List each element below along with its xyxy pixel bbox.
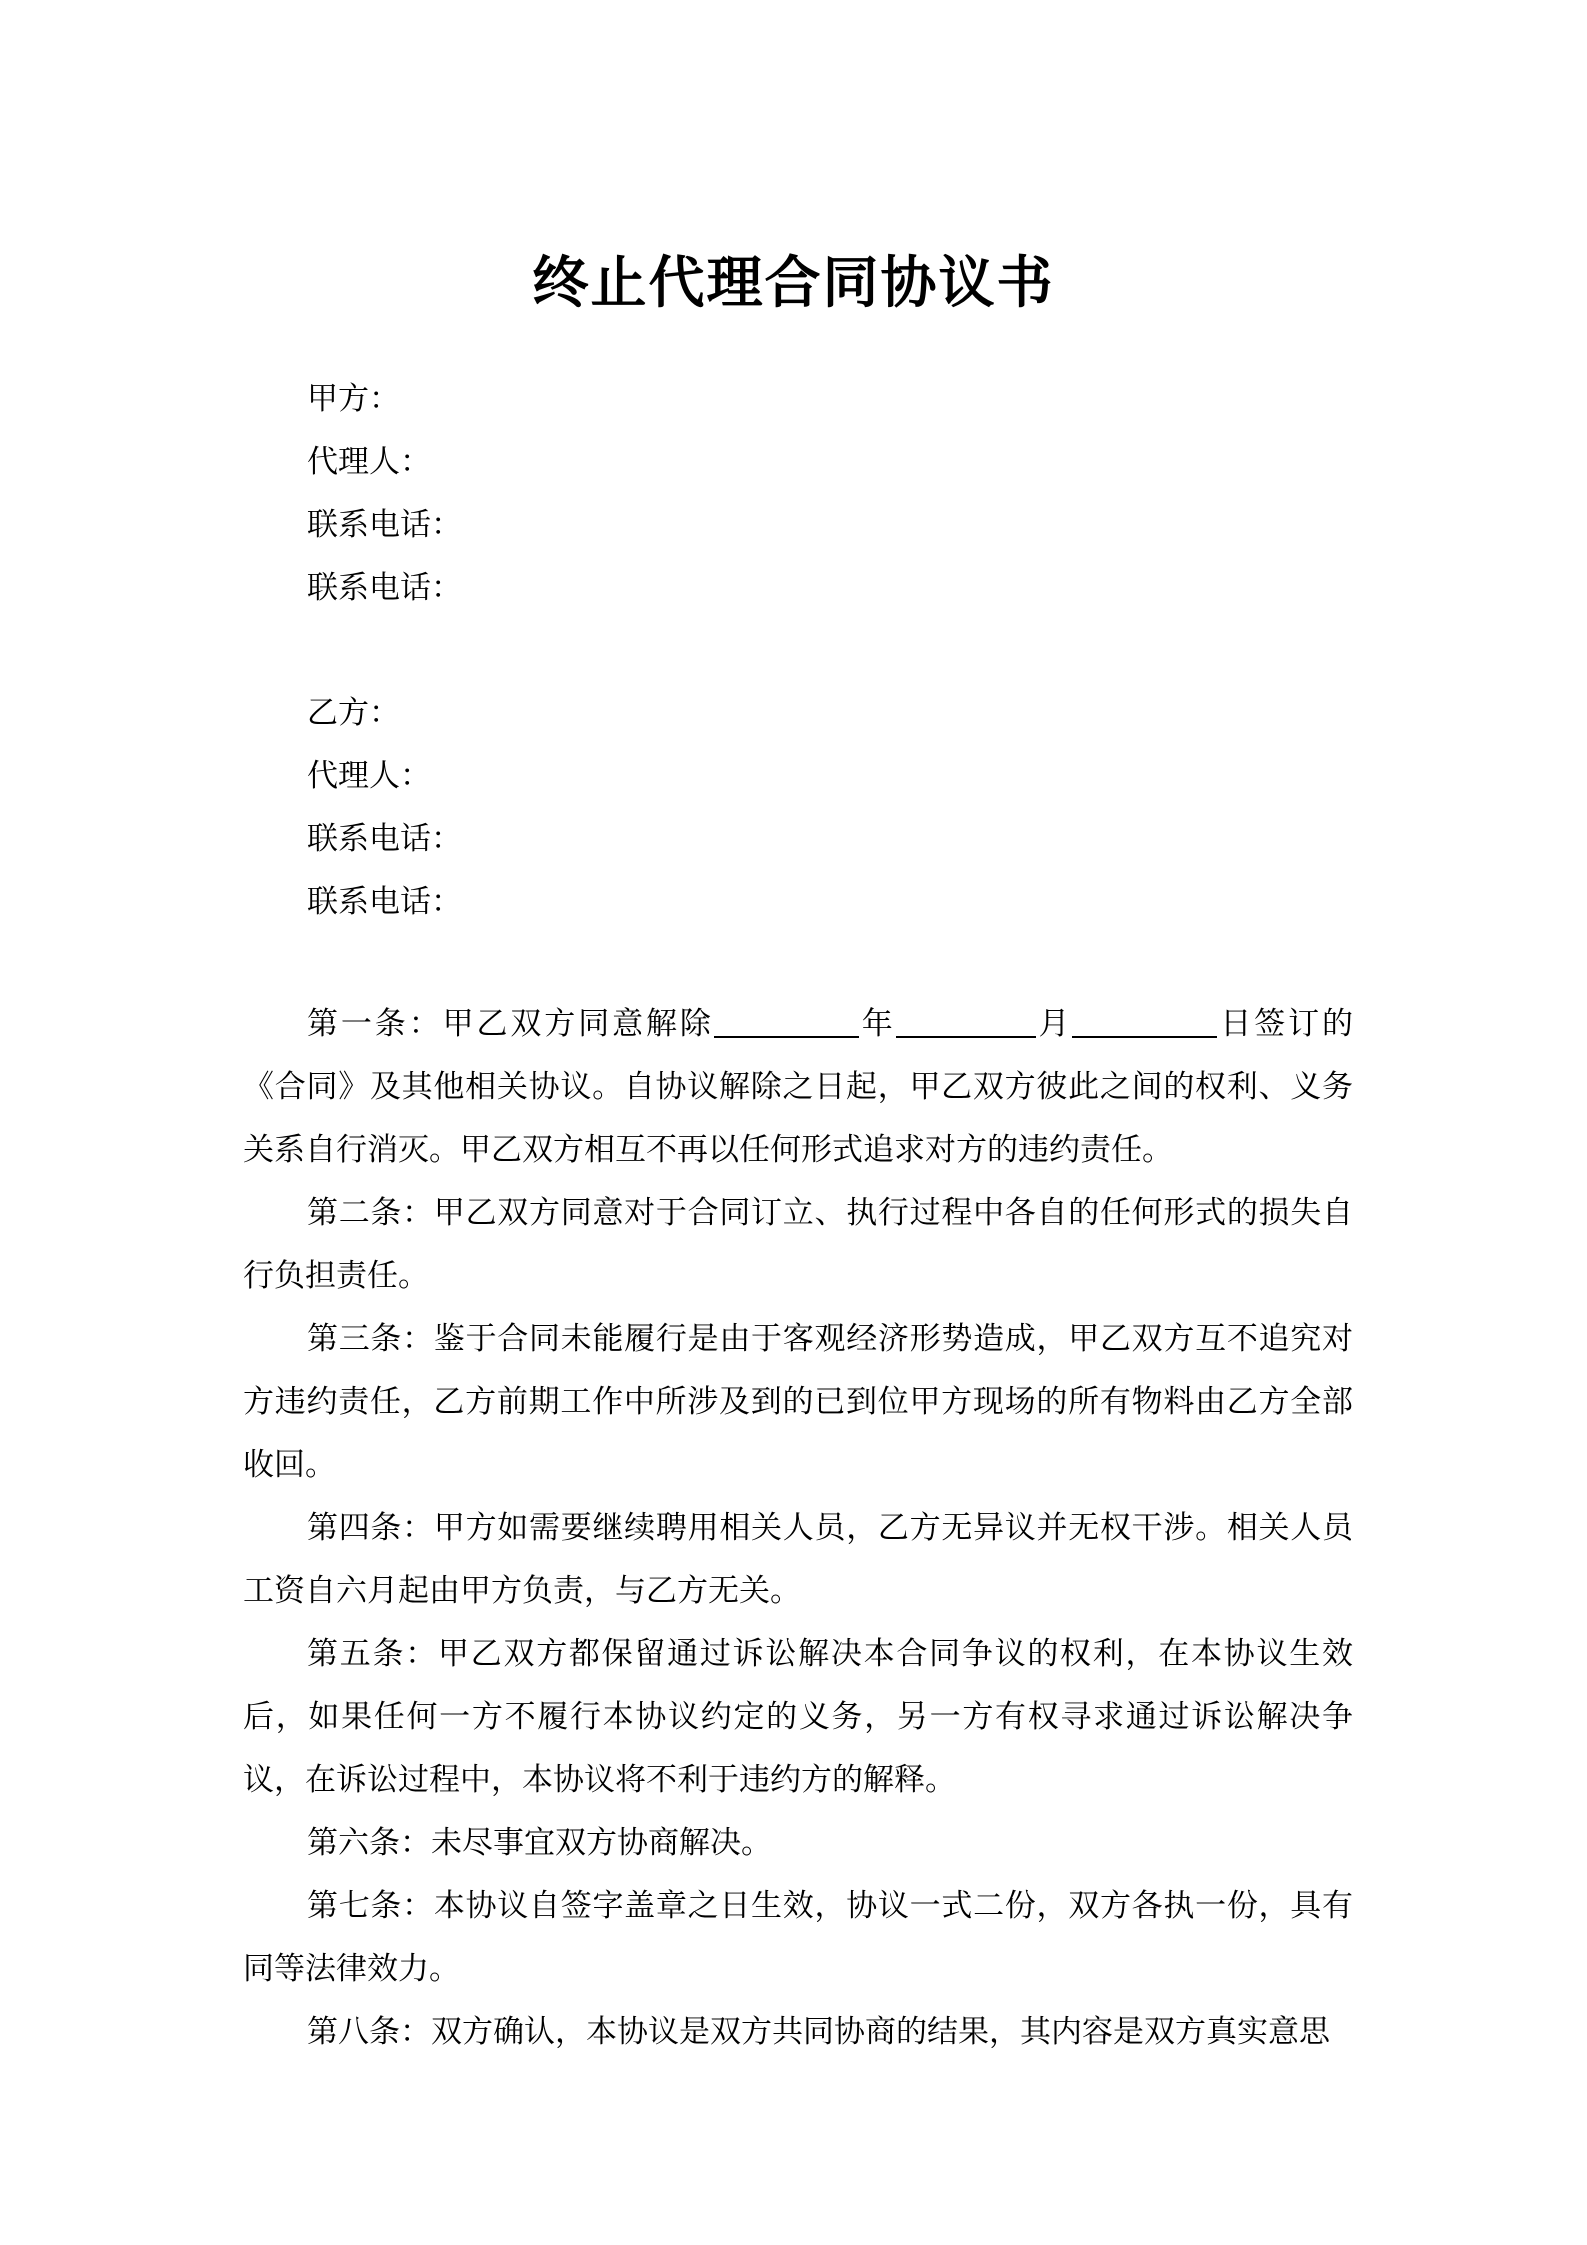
article-1-year: 年 bbox=[858, 1006, 896, 1042]
date-day-blank bbox=[1072, 1006, 1217, 1038]
article-2: 第二条：甲乙双方同意对于合同订立、执行过程中各自的任何形式的损失自行负担责任。 bbox=[243, 1195, 1353, 1294]
party-a-phone-2: 联系电话： bbox=[307, 570, 462, 606]
article-5: 第五条：甲乙双方都保留通过诉讼解决本合同争议的权利，在本协议生效后，如果任何一方不履行本协议约定的义务，另一方有权寻求通过诉讼解决争议，在诉讼过程中，本协议将不利于违约方的解释。 bbox=[243, 1636, 1353, 1798]
article-1 bbox=[243, 993, 1353, 1182]
article-8: 第八条：双方确认，本协议是双方共同协商的结果，其内容是双方真实意思 bbox=[307, 2014, 1330, 2050]
party-b-phone-2: 联系电话： bbox=[307, 884, 462, 920]
party-a-phone-1: 联系电话： bbox=[307, 507, 462, 543]
party-a-label: 甲方： bbox=[307, 381, 400, 417]
party-a-block bbox=[307, 368, 1407, 620]
article-1-month: 月 bbox=[1035, 1006, 1073, 1042]
article-1-rest: 日签订的《合同》及其他相关协议。自协议解除之日起，甲乙双方彼此之间的权利、义务关系自行消灭。甲乙双方相互不再以任何形式追求对方的违约责任。 bbox=[243, 1006, 1354, 1168]
article-6: 第六条：未尽事宜双方协商解决。 bbox=[307, 1825, 772, 1861]
article-3: 第三条：鉴于合同未能履行是由于客观经济形势造成，甲乙双方互不追究对方违约责任，乙方前期工作中所涉及到的已到位甲方现场的所有物料由乙方全部收回。 bbox=[243, 1321, 1353, 1483]
document-title: 终止代理合同协议书 bbox=[532, 250, 1055, 316]
party-b-label: 乙方： bbox=[307, 695, 400, 731]
party-b-agent: 代理人： bbox=[307, 758, 431, 794]
party-b-phone-1: 联系电话： bbox=[307, 821, 462, 857]
article-1-prefix: 第一条：甲乙双方同意解除 bbox=[307, 1006, 714, 1042]
date-year-blank bbox=[714, 1006, 859, 1038]
article-7: 第七条：本协议自签字盖章之日生效，协议一式二份，双方各执一份，具有同等法律效力。 bbox=[243, 1888, 1353, 1987]
date-month-blank bbox=[896, 1006, 1036, 1038]
party-a-agent: 代理人： bbox=[307, 444, 431, 480]
agreement-articles bbox=[243, 993, 1353, 2064]
article-4: 第四条：甲方如需要继续聘用相关人员，乙方无异议并无权干涉。相关人员工资自六月起由甲方负责，与乙方无关。 bbox=[243, 1510, 1353, 1609]
party-b-block bbox=[307, 682, 1407, 934]
